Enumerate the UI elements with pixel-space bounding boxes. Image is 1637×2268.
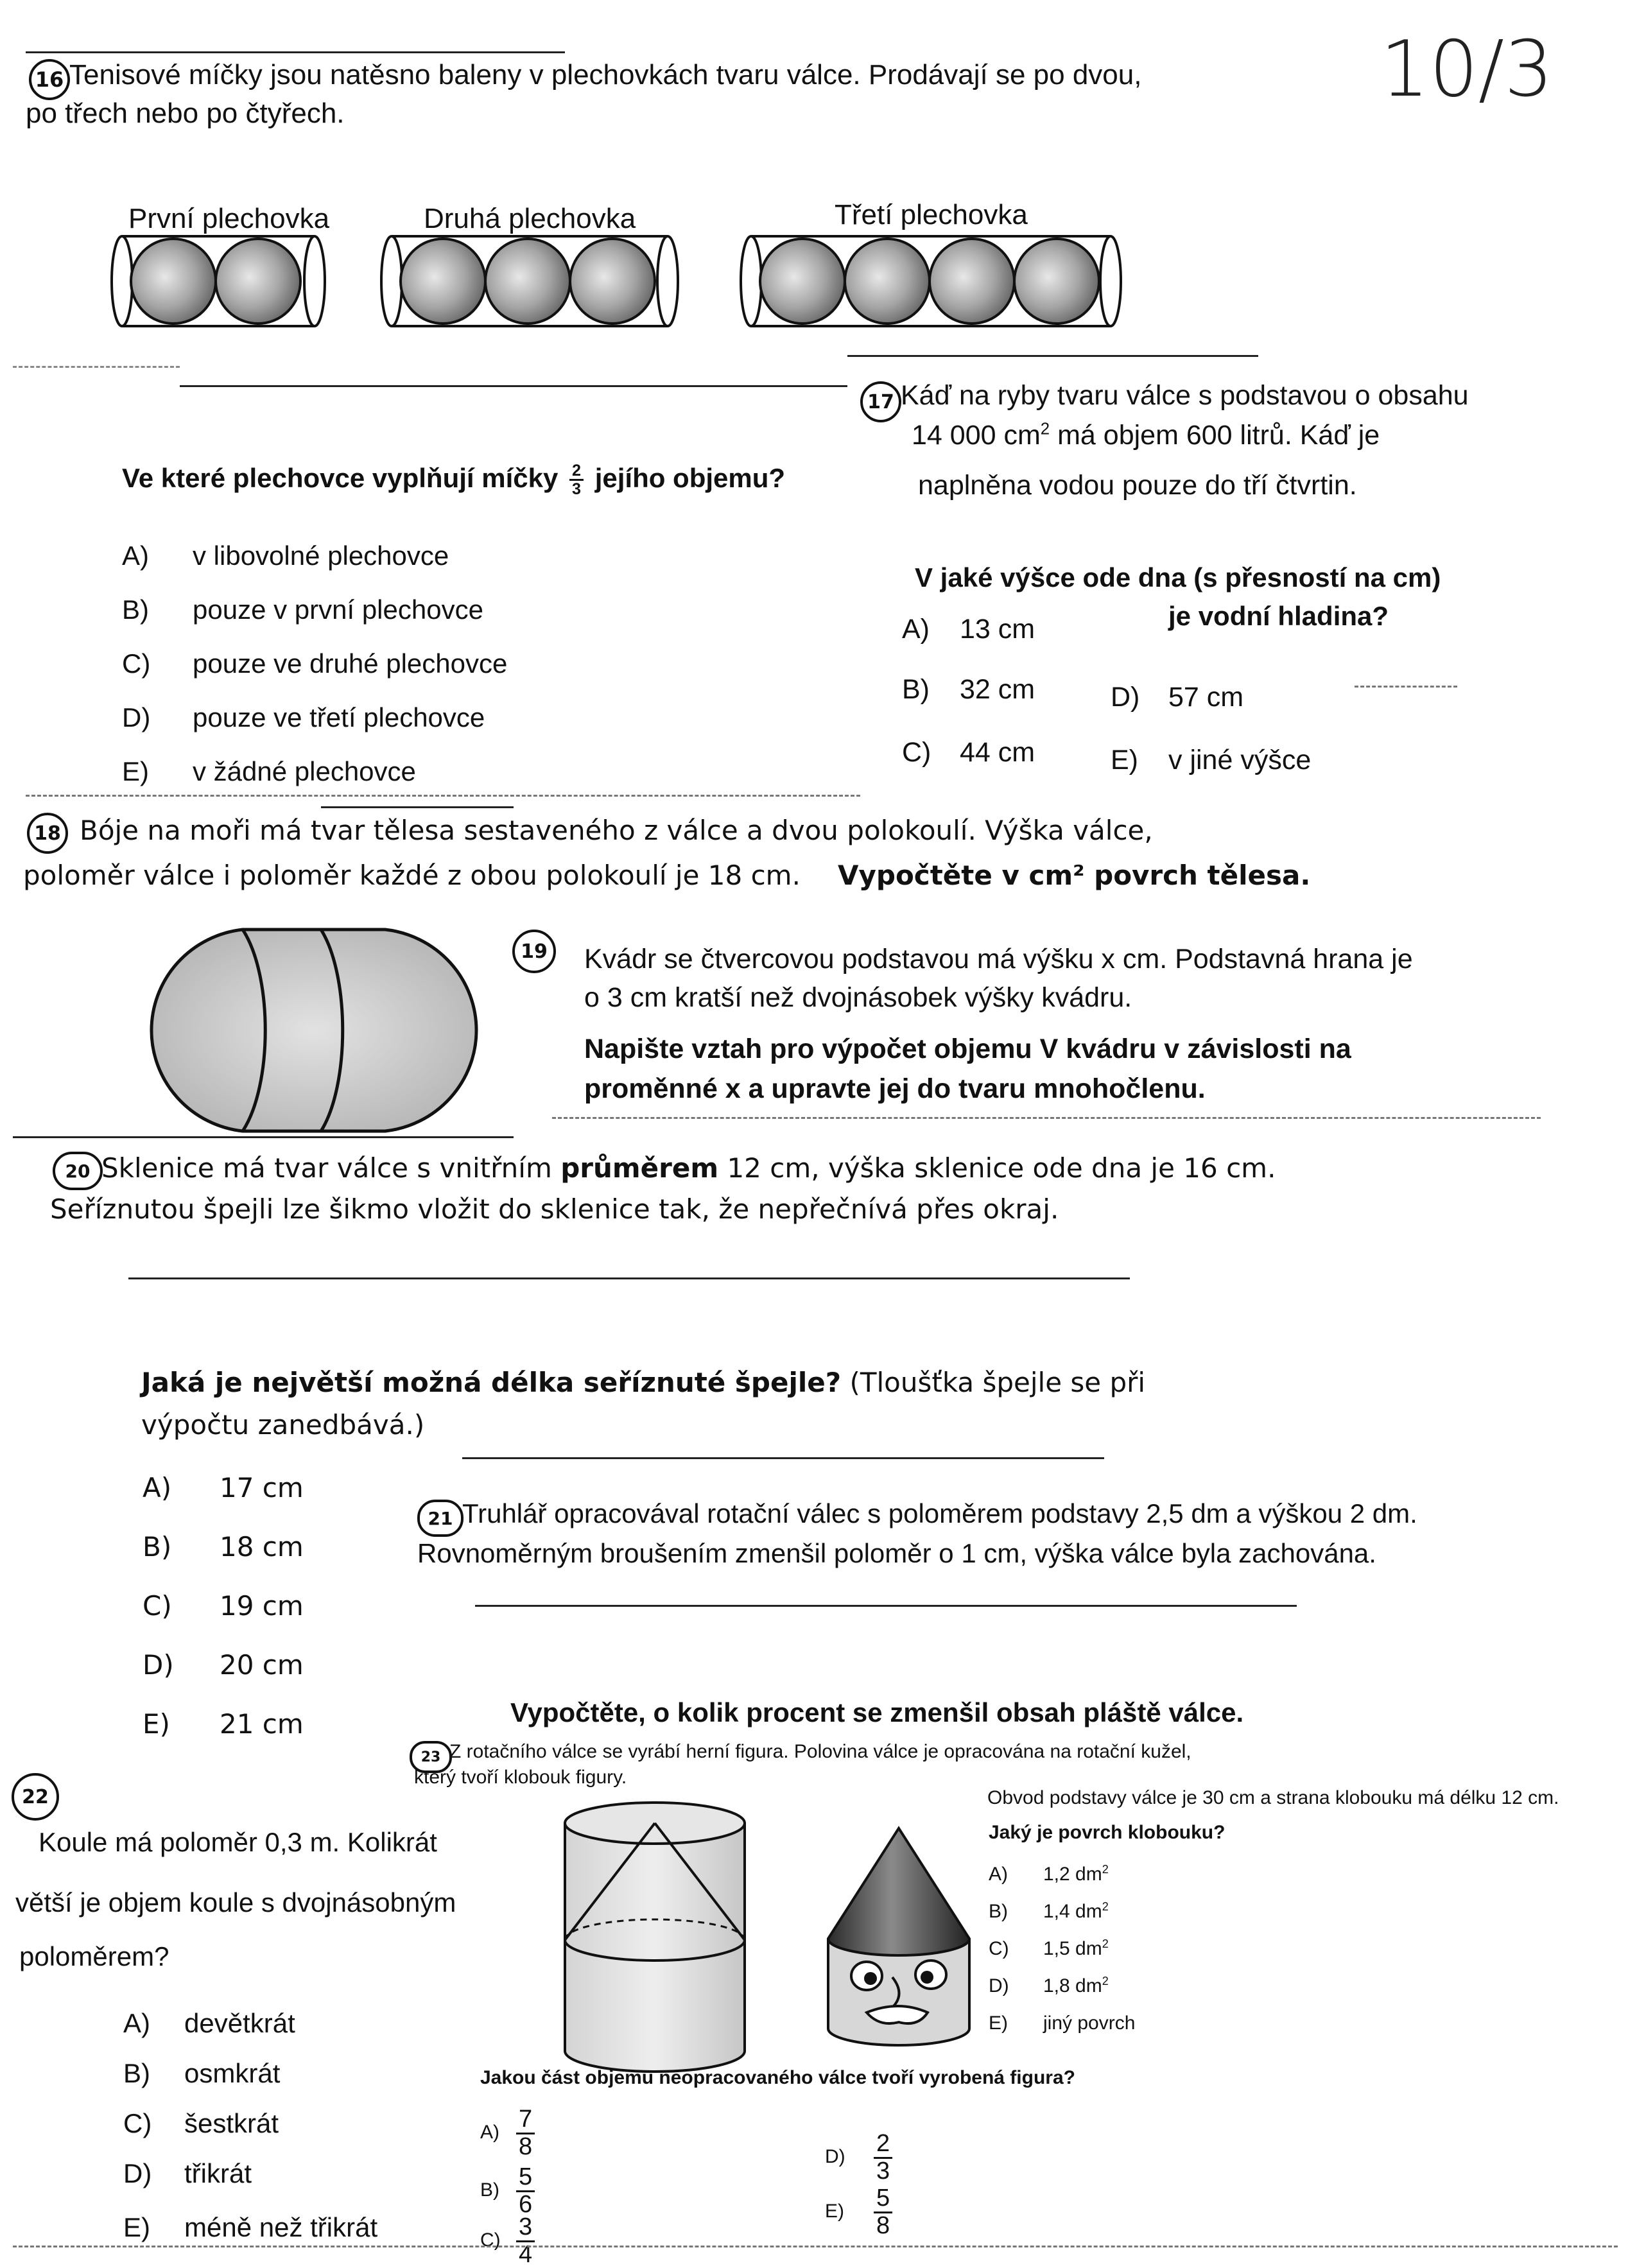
can-label-2: Druhá plechovka [424, 203, 636, 234]
q17-line1: Káď na ryby tvaru válce s podstavou o obsahu [901, 380, 1469, 411]
game-figure-illustration [815, 1823, 982, 2054]
q18-line1: Bóje na moři má tvar tělesa sestaveného z válce a dvou polokoulí. Výška válce, [80, 815, 1153, 846]
divider [552, 1117, 1541, 1119]
divider [26, 795, 860, 797]
q17-option-b: B) 32 cm [902, 674, 1035, 705]
q23-hat-option-a: A) 1,2 $dm^2$ [989, 1863, 1109, 1885]
divider [128, 1277, 1130, 1279]
q20-line1: Sklenice má tvar válce s vnitřním průměrem 12 cm, výška sklenice ode dna je 16 cm. [101, 1152, 1276, 1184]
divider [1355, 686, 1457, 688]
q23-hat-option-c: C) 1,5 $dm^2$ [989, 1937, 1109, 1959]
q16-fraction [569, 462, 584, 498]
question-number-22: 22 [12, 1773, 59, 1821]
q23-question-volume: Jakou část objemu neopracovaného válce tvoří vyrobená figura? [480, 2067, 1075, 2088]
q17-option-d: D) 57 cm [1111, 682, 1244, 713]
divider [321, 806, 514, 808]
q19-question-line1: Napište vztah pro výpočet objemu V kvádru v závislosti na [584, 1034, 1351, 1064]
q16-option-b: B) pouze v první plechovce [122, 594, 483, 625]
can-2 [381, 236, 678, 326]
question-number-16: 16 [29, 59, 70, 100]
can-label-1: První plechovka [128, 203, 330, 234]
q21-line1: Truhlář opracovával rotační válec s poloměrem podstavy 2,5 dm a výškou 2 dm. [462, 1498, 1417, 1528]
q21-line2: Rovnoměrným broušením zmenšil poloměr o 1 cm, výška válce byla zachována. [417, 1538, 1376, 1568]
q22-line3: poloměrem? [19, 1941, 169, 1971]
q17-line2: 14 000 $cm^2$ má objem 600 litrů. Káď je [912, 420, 1380, 451]
q22-line2: větší je objem koule s dvojnásobným [15, 1887, 456, 1917]
q22-option-c: C) šestkrát [123, 2108, 279, 2138]
q22-line1: Koule má poloměr 0,3 m. Kolikrát [39, 1827, 437, 1857]
q23-hat-option-e: E) jiný povrch [989, 2013, 1136, 2034]
can-1 [112, 236, 325, 326]
divider [13, 2246, 1618, 2247]
q23-info: Obvod podstavy válce je 30 cm a strana klobouku má délku 12 cm. [987, 1787, 1559, 1808]
q16-text-line2: po třech nebo po čtyřech. [26, 98, 345, 129]
question-number-19: 19 [512, 930, 556, 973]
q23-hat-option-d: D) 1,8 $dm^2$ [989, 1975, 1109, 1996]
cylinder-cone-illustration [552, 1797, 758, 2080]
q17-option-a: A) 13 cm [902, 614, 1035, 645]
divider [13, 366, 180, 368]
q20-question-line2: výpočtu zanedbává.) [141, 1409, 425, 1441]
q23-volume-option-a: A) $\frac{7}{8}$ [480, 2107, 539, 2160]
q23-volume-option-b: B) $\frac{5}{6}$ [480, 2165, 539, 2218]
question-number-21: 21 [417, 1500, 463, 1537]
q23-hat-option-b: B) 1,4 $dm^2$ [989, 1900, 1109, 1922]
question-number-18: 18 [27, 813, 68, 854]
q22-option-a: A) devětkrát [123, 2008, 295, 2038]
q20-question-line1: Jaká je největší možná délka seříznuté špejle? (Tloušťka špejle se při [141, 1367, 1146, 1398]
q16-option-d: D) pouze ve třetí plechovce [122, 702, 485, 732]
q23-question-hat: Jaký je povrch klobouku? [989, 1822, 1226, 1843]
q16-fraction-den: 3 [572, 480, 582, 499]
q16-question [122, 462, 785, 498]
q16-question-pre: Ve které plechovce vyplňují míčky [122, 463, 559, 494]
q19-line2: o 3 cm kratší než dvojnásobek výšky kvádru. [584, 982, 1132, 1013]
q20-option-a: A) 17 cm [143, 1472, 304, 1503]
q17-line3: naplněna vodou pouze do tří čtvrtin. [918, 470, 1357, 501]
tennis-cans-illustration [109, 231, 1123, 334]
q23-line2: který tvoří klobouk figury. [414, 1767, 627, 1788]
divider [847, 355, 1258, 357]
q22-option-b: B) osmkrát [123, 2058, 281, 2088]
q18-line2: poloměr válce i poloměr každé z obou polokoulí je 18 cm. [23, 860, 801, 891]
q16-option-a: A) v libovolné plechovce [122, 541, 449, 571]
question-number-23: 23 [410, 1741, 452, 1773]
q20-option-c: C) 19 cm [143, 1590, 304, 1622]
buoy-illustration [128, 924, 501, 1136]
can-label-3: Třetí plechovka [835, 199, 1028, 230]
q19-line1: Kvádr se čtvercovou podstavou má výšku x cm. Podstavná hrana je [584, 944, 1413, 974]
divider [475, 1605, 1297, 1607]
question-number-17: 17 [860, 381, 901, 422]
can-3 [741, 236, 1121, 326]
q21-question: Vypočtěte, o kolik procent se zmenšil obsah pláště válce. [510, 1697, 1244, 1727]
divider [180, 385, 847, 387]
q16-option-e: E) v žádné plechovce [122, 756, 416, 786]
q23-volume-option-d: D) $\frac{2}{3}$ [825, 2131, 896, 2185]
question-number-20: 20 [53, 1152, 103, 1190]
q22-option-d: D) třikrát [123, 2158, 252, 2188]
q16-question-post: jejího objemu? [594, 463, 786, 494]
q16-option-c: C) pouze ve druhé plechovce [122, 648, 508, 679]
q20-line2: Seříznutou špejli lze šikmo vložit do sklenice tak, že nepřečnívá přes okraj. [50, 1193, 1059, 1225]
q20-option-e: E) 21 cm [143, 1708, 304, 1740]
q16-text-line1: Tenisové míčky jsou natěsno baleny v plechovkách tvaru válce. Prodávají se po dvou, [69, 59, 1142, 91]
q22-option-e: E) méně než třikrát [123, 2212, 378, 2242]
q20-option-b: B) 18 cm [143, 1531, 304, 1562]
q17-question-line1: V jaké výšce ode dna (s přesností na cm) [915, 562, 1441, 593]
q23-volume-option-e: E) $\frac{5}{8}$ [825, 2186, 896, 2239]
q23-line1: Z rotačního válce se vyrábí herní figura. Polovina válce je opracována na rotační kužel, [449, 1741, 1191, 1762]
q17-option-c: C) 44 cm [902, 737, 1035, 768]
q16-fraction-num: 2 [569, 462, 584, 481]
q23-volume-option-c: C) $\frac{3}{4}$ [480, 2215, 539, 2268]
divider [462, 1457, 1104, 1459]
q17-question-line2: je vodní hladina? [1168, 601, 1389, 631]
divider [26, 51, 565, 53]
q17-option-e: E) v jiné výšce [1111, 745, 1312, 775]
page-mark: 10/3 [1380, 25, 1554, 114]
q19-question-line2: proměnné x a upravte jej do tvaru mnohočlenu. [584, 1073, 1206, 1104]
q18-question: Vypočtěte v cm² povrch tělesa. [838, 860, 1311, 891]
q20-option-d: D) 20 cm [143, 1649, 304, 1681]
divider [13, 1136, 514, 1138]
